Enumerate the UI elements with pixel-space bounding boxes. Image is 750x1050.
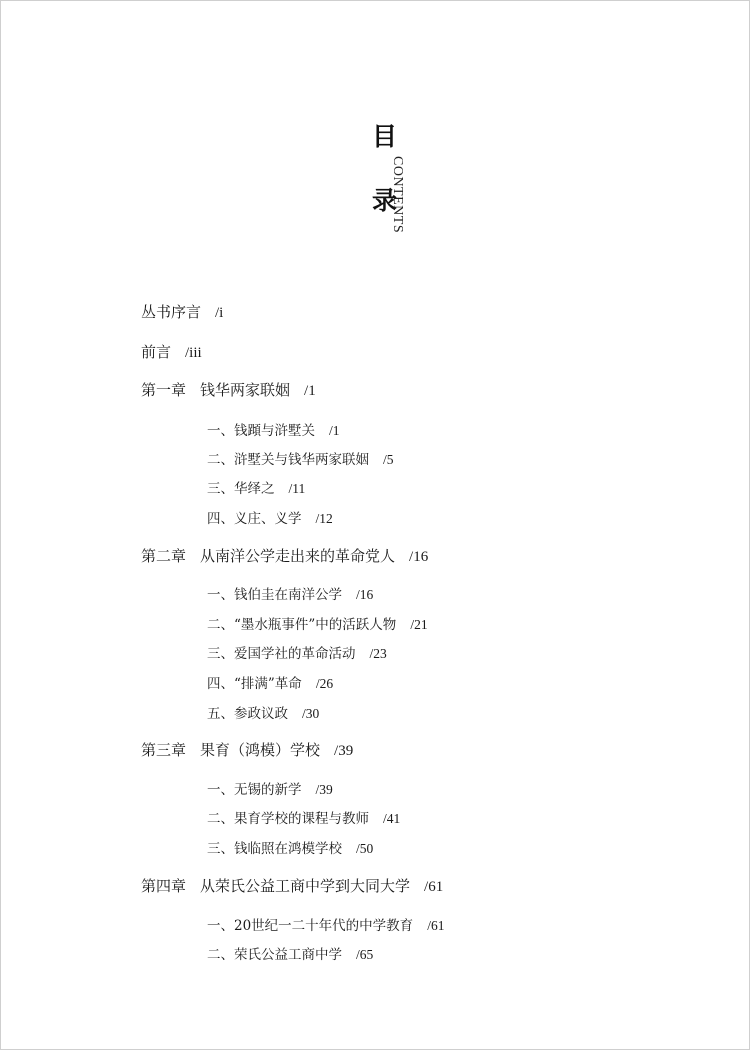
section-title: 三、爱国学社的革命活动 [207, 646, 356, 662]
toc-section-1-4[interactable] [207, 507, 333, 527]
section-page: /61 [427, 918, 445, 933]
chapter-page: /61 [424, 879, 444, 895]
chapter-title: 果育（鸿模）学校 [200, 741, 321, 759]
section-title: 三、华绎之 [207, 481, 275, 497]
chapter-label: 第四章 [141, 877, 187, 895]
chapter-label: 第一章 [141, 381, 187, 399]
toc-section-3-3[interactable] [207, 837, 373, 857]
section-page: /16 [356, 587, 374, 602]
section-title: 一、钱伯圭在南洋公学 [207, 587, 342, 603]
entry-page: /i [215, 305, 224, 321]
toc-section-4-1[interactable] [207, 914, 444, 934]
entry-title: 前言 [141, 343, 172, 361]
chapter-page: /1 [304, 383, 316, 399]
toc-chapter-2[interactable] [141, 545, 428, 566]
section-page: /5 [383, 452, 394, 467]
section-page: /26 [315, 676, 334, 691]
toc-section-1-1[interactable] [207, 419, 340, 439]
section-title: 四、“排满”革命 [207, 676, 302, 692]
toc-entry-series-preface[interactable] [141, 301, 223, 322]
section-page: /50 [356, 841, 374, 856]
section-title: 三、钱临照在鸿模学校 [207, 841, 342, 857]
toc-section-4-2[interactable] [207, 943, 373, 963]
section-title: 二、“墨水瓶事件”中的活跃人物 [207, 617, 397, 633]
toc-section-2-5[interactable] [207, 702, 319, 722]
toc-section-3-1[interactable] [207, 778, 333, 798]
section-page: /21 [410, 617, 428, 632]
chapter-page: /16 [409, 549, 429, 565]
section-page: /23 [369, 646, 387, 661]
toc-entry-foreword[interactable] [141, 341, 202, 362]
section-title: 二、浒墅关与钱华两家联姻 [207, 452, 369, 468]
section-title: 二、果育学校的课程与教师 [207, 811, 369, 827]
title-char-lu: 录 [372, 186, 398, 215]
title-char-mu: 目 [372, 122, 398, 151]
chapter-page: /39 [334, 743, 354, 759]
title-contents-english: CONTENTS [390, 156, 405, 234]
section-title: 四、义庄、义学 [207, 511, 302, 527]
toc-section-3-2[interactable] [207, 807, 400, 827]
entry-title: 丛书序言 [141, 303, 202, 321]
chapter-title: 从南洋公学走出来的革命党人 [200, 547, 396, 565]
chapter-title: 从荣氏公益工商中学到大同大学 [200, 877, 411, 895]
chapter-label: 第二章 [141, 547, 187, 565]
section-title: 一、20世纪一二十年代的中学教育 [207, 918, 414, 934]
section-title: 五、参政议政 [207, 706, 288, 722]
toc-section-2-3[interactable] [207, 642, 387, 662]
section-page: /65 [356, 947, 374, 962]
section-title: 一、钱蹞与浒墅关 [207, 423, 315, 439]
section-title: 一、无锡的新学 [207, 782, 302, 798]
toc-section-2-2[interactable] [207, 613, 428, 633]
section-page: /41 [383, 811, 401, 826]
section-title: 二、荣氏公益工商中学 [207, 947, 342, 963]
toc-section-1-3[interactable] [207, 477, 305, 497]
chapter-title: 钱华两家联姻 [200, 381, 291, 399]
toc-chapter-4[interactable] [141, 875, 443, 896]
section-page: /1 [329, 423, 340, 438]
section-page: /11 [288, 481, 306, 496]
toc-section-2-4[interactable] [207, 672, 333, 692]
section-page: /39 [315, 782, 333, 797]
chapter-label: 第三章 [141, 741, 187, 759]
toc-section-2-1[interactable] [207, 583, 373, 603]
section-page: /12 [315, 511, 333, 526]
section-page: /30 [302, 706, 320, 721]
toc-section-1-2[interactable] [207, 448, 394, 468]
toc-chapter-1[interactable] [141, 379, 316, 400]
entry-page: /iii [185, 345, 202, 361]
toc-chapter-3[interactable] [141, 739, 353, 760]
